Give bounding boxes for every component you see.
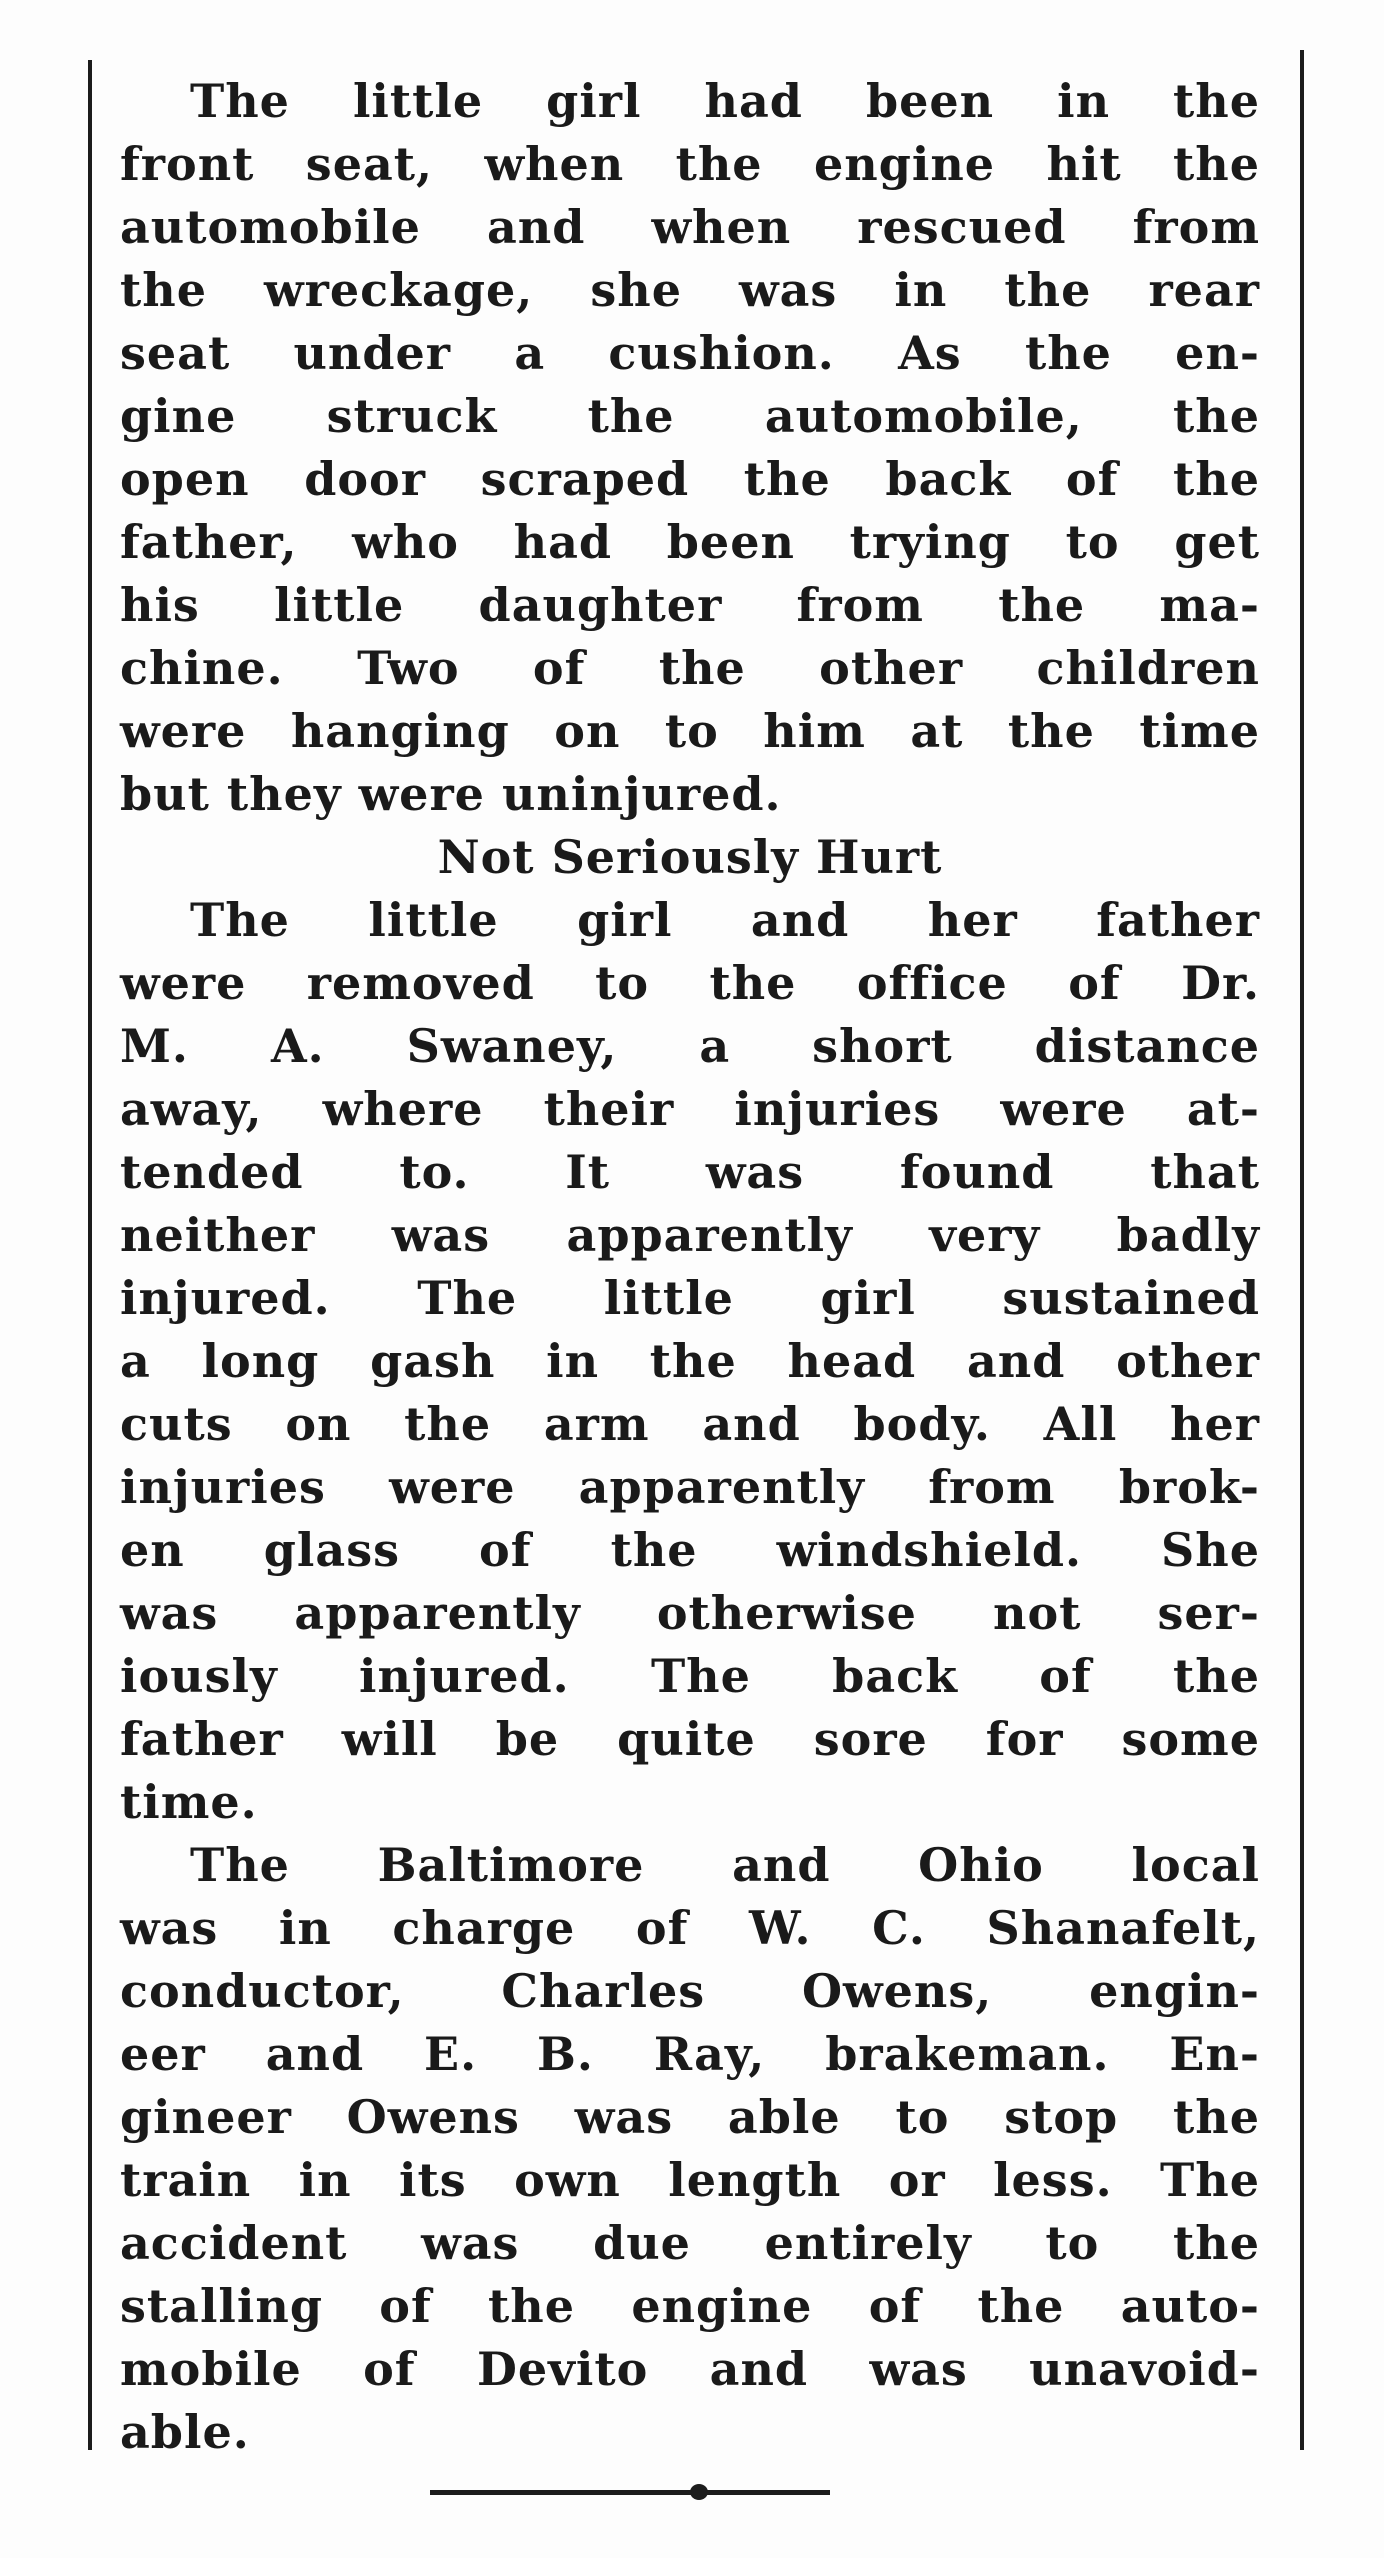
text-line: neither was apparently very badly (120, 1208, 1260, 1262)
text-line: M. A. Swaney, a short distance (120, 1019, 1260, 1073)
text-line: a long gash in the head and other (120, 1334, 1260, 1388)
text-line: were hanging on to him at the time (120, 704, 1260, 758)
text-line: en glass of the windshield. She (120, 1523, 1260, 1577)
text-line: stalling of the engine of the auto- (120, 2279, 1260, 2333)
text-line: conductor, Charles Owens, engin- (120, 1964, 1260, 2018)
text-line: automobile and when rescued from (120, 200, 1260, 254)
text-line: open door scraped the back of the (120, 452, 1260, 506)
text-line: but they were uninjured. (120, 767, 782, 821)
text-line: iously injured. The back of the (120, 1649, 1260, 1703)
end-of-article-rule (430, 2490, 830, 2495)
left-column-rule (88, 60, 92, 2450)
subheading: Not Seriously Hurt (437, 830, 943, 884)
text-line: accident was due entirely to the (120, 2216, 1260, 2270)
text-line: gine struck the automobile, the (120, 389, 1260, 443)
text-line: eer and E. B. Ray, brakeman. En- (120, 2027, 1260, 2081)
paragraph-2 (120, 889, 1260, 1834)
text-line: The little girl had been in the (190, 74, 1260, 128)
text-line: injured. The little girl sustained (120, 1271, 1260, 1325)
text-line: his little daughter from the ma- (120, 578, 1260, 632)
text-line: was apparently otherwise not ser- (120, 1586, 1260, 1640)
text-line: injuries were apparently from brok- (120, 1460, 1260, 1514)
paragraph-1 (120, 70, 1260, 826)
text-line: were removed to the office of Dr. (120, 956, 1260, 1010)
text-line: the wreckage, she was in the rear (120, 263, 1260, 317)
text-line: was in charge of W. C. Shanafelt, (120, 1901, 1260, 1955)
text-line: father, who had been trying to get (120, 515, 1260, 569)
text-line: time. (120, 1775, 258, 1829)
end-rule-ornament (690, 2484, 708, 2500)
text-line: father will be quite sore for some (120, 1712, 1260, 1766)
text-line: chine. Two of the other children (120, 641, 1260, 695)
article-column (120, 70, 1260, 2464)
text-line: tended to. It was found that (120, 1145, 1260, 1199)
right-column-rule (1300, 50, 1304, 2450)
text-line: seat under a cushion. As the en- (120, 326, 1260, 380)
text-line: front seat, when the engine hit the (120, 137, 1260, 191)
text-line: cuts on the arm and body. All her (120, 1397, 1260, 1451)
text-line: mobile of Devito and was unavoid- (120, 2342, 1260, 2396)
text-line: train in its own length or less. The (120, 2153, 1260, 2207)
paragraph-3 (120, 1834, 1260, 2464)
text-line: away, where their injuries were at- (120, 1082, 1260, 1136)
text-line: The Baltimore and Ohio local (190, 1838, 1260, 1892)
text-line: gineer Owens was able to stop the (120, 2090, 1260, 2144)
text-line: able. (120, 2405, 250, 2459)
text-line: The little girl and her father (190, 893, 1260, 947)
